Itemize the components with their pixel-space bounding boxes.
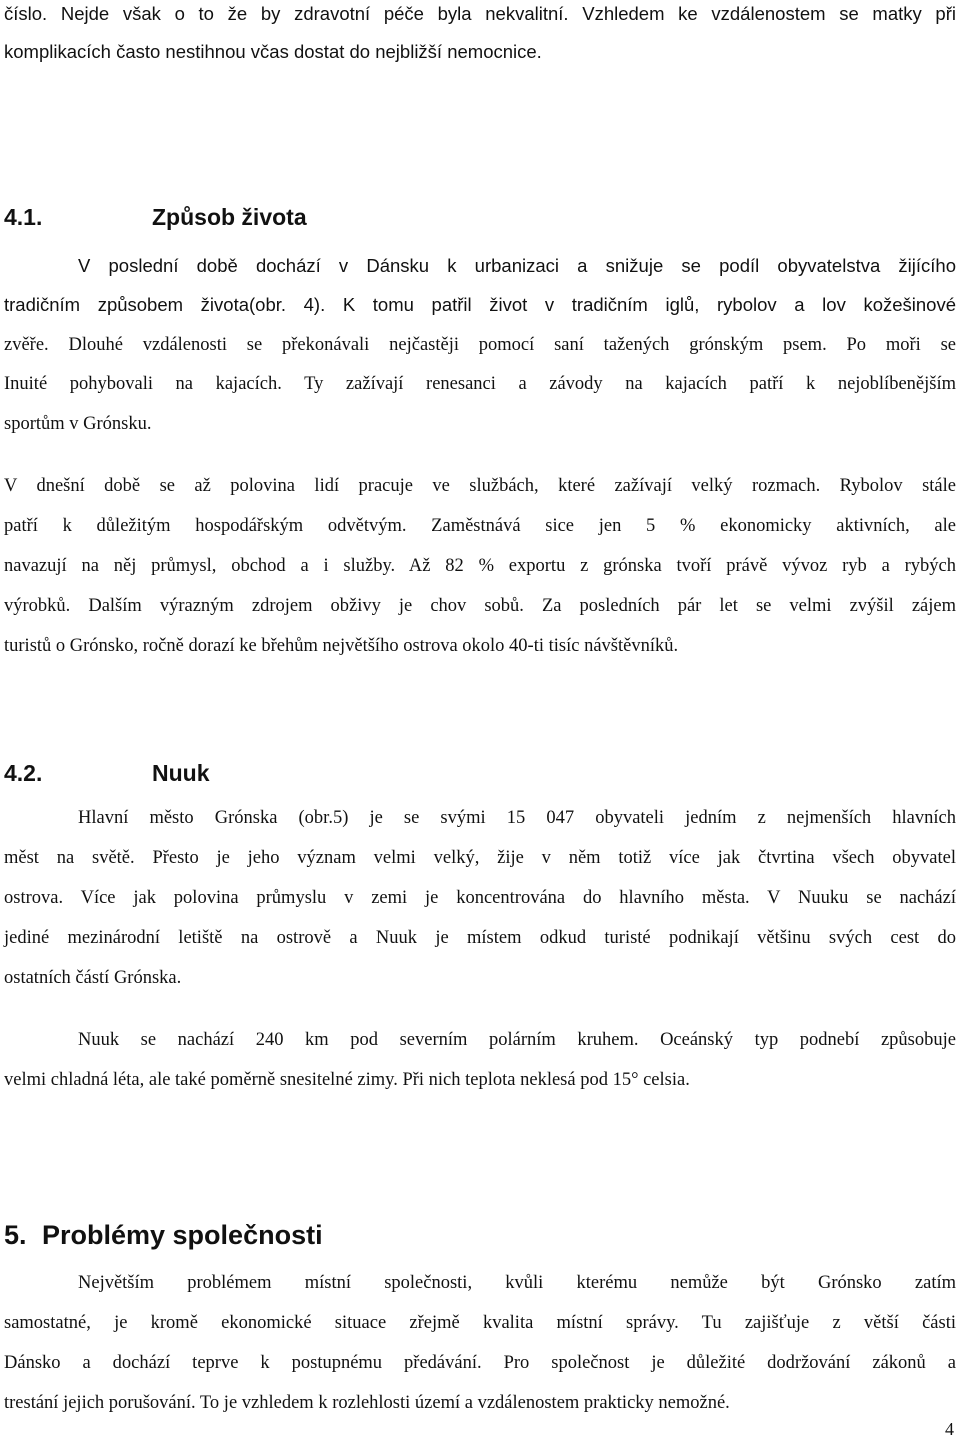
section-title: Způsob života	[152, 204, 307, 230]
paragraph-line: ostatních částí Grónska.	[4, 968, 182, 988]
paragraph-line: samostatné, je kromě ekonomické situace zřejmě kvalita místní správy. Tu zajišťuje z větší části	[4, 1313, 956, 1333]
paragraph-line: patří k důležitým hospodářským odvětvým. Zaměstnává sice jen 5 % ekonomicky aktivních, ale	[4, 516, 956, 536]
paragraph-line: V poslední době dochází v Dánsku k urbanizaci a snižuje se podíl obyvatelstva žijícího	[78, 255, 956, 276]
chapter-number: 5.	[4, 1220, 27, 1250]
paragraph-line: výrobků. Dalším výrazným zdrojem obživy je chov sobů. Za posledních pár let se velmi zvýšil zájem	[4, 596, 956, 616]
paragraph-line: měst na světě. Přesto je jeho význam velmi velký, žije v něm totiž více jak čtvrtina všech obyvatel	[4, 848, 956, 868]
paragraph-line: navazují na něj průmysl, obchod a i služby. Až 82 % exportu z grónska tvoří právě vývoz ryb a rybých	[4, 556, 956, 576]
paragraph-line: Dánsko a dochází teprve k postupnému předávání. Pro společnost je důležité dodržování zákonů a	[4, 1353, 956, 1373]
paragraph-line: jediné mezinárodní letiště na ostrově a Nuuk je místem odkud turisté podnikají většinu svých cest do	[4, 928, 956, 948]
paragraph-line: turistů o Grónsko, ročně dorazí ke břehům největšího ostrova okolo 40-ti tisíc návštěvníků.	[4, 636, 679, 656]
section-number: 4.1.	[4, 204, 43, 230]
section-title: Nuuk	[152, 760, 210, 786]
paragraph-line: Největším problémem místní společnosti, kvůli kterému nemůže být Grónsko zatím	[78, 1273, 956, 1293]
paragraph-line: sportům v Grónsku.	[4, 414, 152, 434]
section-number: 4.2.	[4, 760, 43, 786]
paragraph-line: velmi chladná léta, ale také poměrně snesitelné zimy. Při nich teplota neklesá pod 15° celsia.	[4, 1070, 690, 1090]
paragraph-line: Inuité pohybovali na kajacích. Ty zažívají renesanci a závody na kajacích patří k nejoblíbenějším	[4, 374, 956, 394]
paragraph-line: komplikacích často nestihnou včas dostat do nejbližší nemocnice.	[4, 41, 542, 62]
page-number: 4	[945, 1419, 954, 1439]
paragraph-line: číslo. Nejde však o to že by zdravotní péče byla nekvalitní. Vzhledem ke vzdálenostem se matky při	[4, 3, 956, 24]
paragraph-line: Hlavní město Grónska (obr.5) je se svými 15 047 obyvateli jedním z nejmenších hlavních	[78, 808, 956, 828]
paragraph-line: zvěře. Dlouhé vzdálenosti se překonávali nejčastěji pomocí saní tažených grónským psem. Po moři se	[4, 335, 956, 355]
paragraph-line: ostrova. Více jak polovina průmyslu v zemi je koncentrována do hlavního města. V Nuuku se nachází	[4, 888, 956, 908]
paragraph-line: Nuuk se nachází 240 km pod severním polárním kruhem. Oceánský typ podnebí způsobuje	[78, 1030, 956, 1050]
paragraph-line: trestání jejich porušování. To je vzhledem k rozlehlosti území a vzdálenostem prakticky nemožné.	[4, 1393, 730, 1413]
paragraph-line: tradičním způsobem života(obr. 4). K tomu patřil život v tradičním iglů, rybolov a lov kožešinové	[4, 294, 956, 315]
chapter-title: Problémy společnosti	[42, 1220, 323, 1250]
paragraph-line: V dnešní době se až polovina lidí pracuje ve službách, které zažívají velký rozmach. Rybolov stále	[4, 476, 956, 496]
